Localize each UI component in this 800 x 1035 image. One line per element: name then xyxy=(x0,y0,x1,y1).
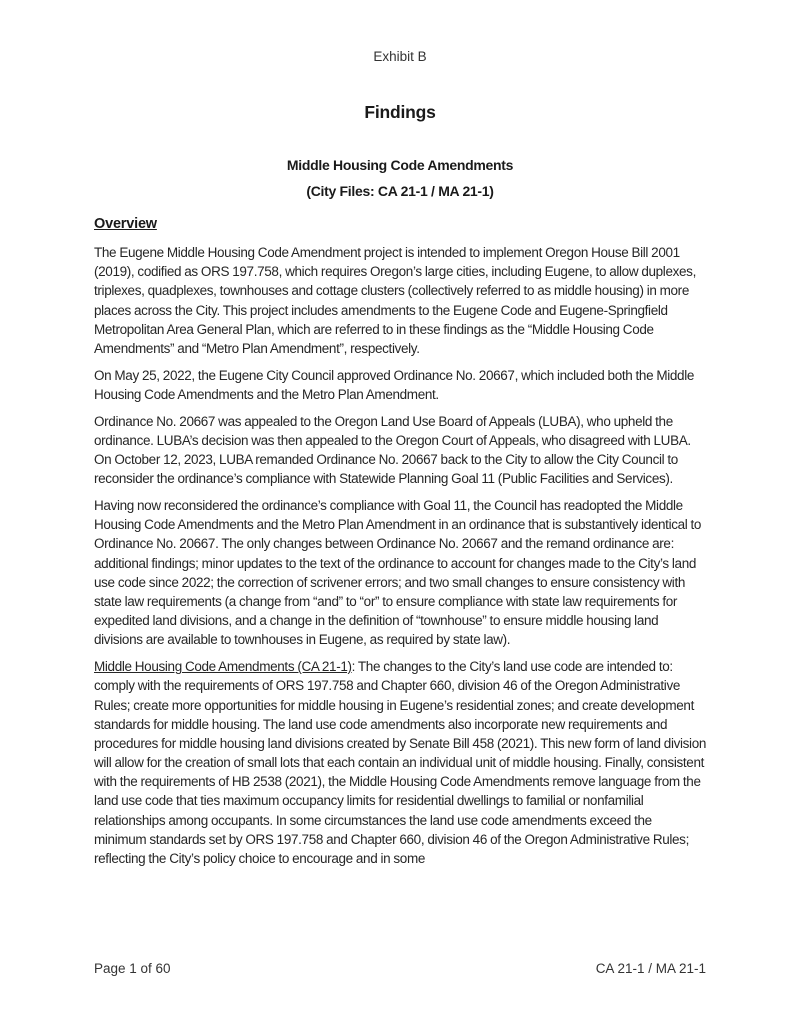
body-text xyxy=(94,243,706,876)
footer-file-reference: CA 21-1 / MA 21-1 xyxy=(595,961,706,976)
code-amendments-label: Middle Housing Code Amendments (CA 21-1) xyxy=(94,659,352,675)
subtitle-line-1: Middle Housing Code Amendments xyxy=(286,157,514,173)
code-amendments-text: : The changes to the City’s land use code are intended to: comply with the requirements of ORS 197.758 and Chapter 660, division 46 of the Oregon Administrative Rules; create more opportunities for middle housing in Eugene’s residential zones; and create development standards for middle housing. The land use code amendments also incorporate new requirements and procedures for middle housing land divisions created by Senate Bill 458 (2021). This new form of land division will allow for the creation of small lots that each contain an individual unit of middle housing. Finally, consistent with the requirements of HB 2538 (2021), the Middle Housing Code Amendments remove language from the land use code that ties maximum occupancy limits for residential dwellings to familial or nonfamilial relationships among occupants. In some circumstances the land use code amendments exceed the minimum standards set by ORS 197.758 and Chapter 660, division 46 of the Oregon Administrative Rules; reflecting the City’s policy choice to encourage and in some xyxy=(94,659,707,866)
exhibit-label: Exhibit B xyxy=(373,49,427,64)
section-heading-overview: Overview xyxy=(94,216,157,232)
subtitle-line-2: (City Files: CA 21-1 / MA 21-1) xyxy=(306,183,494,199)
paragraph-intro: The Eugene Middle Housing Code Amendment project is intended to implement Oregon House Bill 2001 (2019), codified as ORS 197.758, which requires Oregon’s large cities, including Eugene, to allow duplexes, triplexes, quadplexes, townhouses and cottage clusters (collectively referred to as middle housing) in more places across the City. This project includes amendments to the Eugene Code and Eugene-Springfield Metropolitan Area General Plan, which are referred to in these findings as the “Middle Housing Code Amendments” and “Metro Plan Amendment”, respectively. xyxy=(94,245,696,356)
paragraph-readoption: Having now reconsidered the ordinance’s compliance with Goal 11, the Council has readopted the Middle Housing Code Amendments and the Metro Plan Amendment in an ordinance that is substantively identical to Ordinance No. 20667. The only changes between Ordinance No. 20667 and the remand ordinance are: additional findings; minor updates to the text of the ordinance to account for changes made to the City’s land use code since 2022; the correction of scrivener errors; and two small changes to ensure consistency with state law requirements (a change from “and” to “or” to ensure compliance with state law requirements for expedited land divisions, and a change in the definition of “townhouse” to ensure middle housing land divisions are available to townhouses in Eugene, as required by state law). xyxy=(94,498,702,648)
page-title: Findings xyxy=(364,102,436,122)
paragraph-ordinance-approval: On May 25, 2022, the Eugene City Council approved Ordinance No. 20667, which included both the Middle Housing Code Amendments and the Metro Plan Amendment. xyxy=(94,367,695,402)
paragraph-code-amendments xyxy=(94,657,706,868)
paragraph-appeal-history: Ordinance No. 20667 was appealed to the Oregon Land Use Board of Appeals (LUBA), who upheld the ordinance. LUBA’s decision was then appealed to the Oregon Court of Appeals, who disagreed with LUBA. On October 12, 2023, LUBA remanded Ordinance No. 20667 back to the City to allow the City Council to reconsider the ordinance’s compliance with Statewide Planning Goal 11 (Public Facilities and Services). xyxy=(94,413,691,487)
footer-page-number: Page 1 of 60 xyxy=(94,961,171,976)
document-page xyxy=(94,0,706,1035)
